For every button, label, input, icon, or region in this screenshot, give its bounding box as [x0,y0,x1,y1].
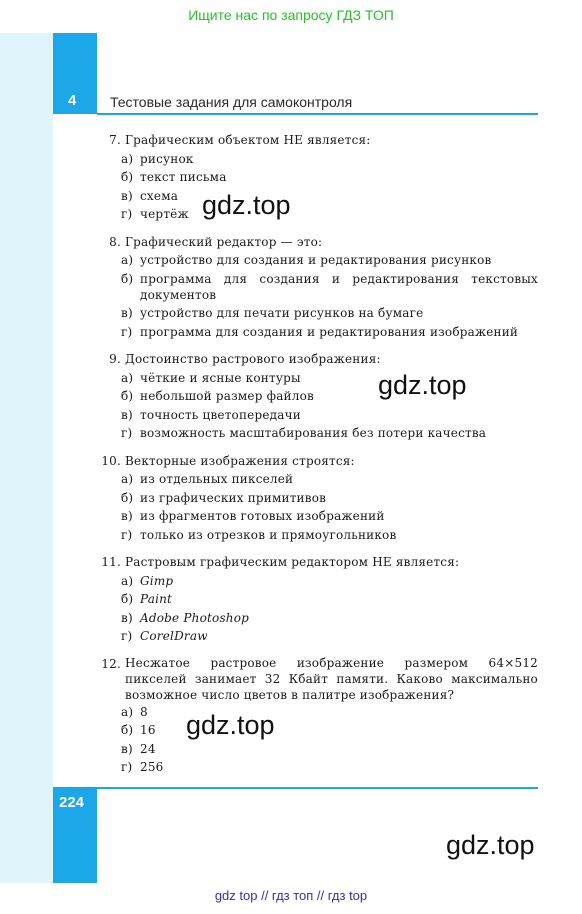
left-margin-strip [0,33,53,883]
question-12 [95,655,538,777]
footer-divider [97,787,538,789]
option-letter: в) [121,741,133,756]
option-text: устройство для печати рисунков на бумаге [140,306,424,320]
question-7 [95,131,538,224]
top-banner: Ищите нас по запросу ГДЗ ТОП [188,7,394,23]
option-d [95,424,538,443]
option-text: рисунок [140,151,194,166]
option-letter: а) [121,151,134,166]
option-letter: а) [121,704,134,719]
question-number: 11. [101,555,121,569]
watermark: gdz.top [186,710,275,740]
question-number: 7. [109,133,121,147]
option-text: Gimp [140,573,174,588]
option-letter: б) [121,592,134,606]
option-letter: г) [121,760,133,774]
option-d [95,627,538,646]
option-c [95,740,538,759]
option-b [95,489,538,508]
watermark: gdz.top [446,830,535,860]
option-text: только из отрезков и прямоугольников [140,527,397,542]
option-a [95,572,538,591]
option-a [95,150,538,169]
watermark: gdz.top [202,190,291,220]
option-letter: а) [121,573,134,588]
option-text: программа для создания и редактирования изображений [140,324,519,339]
question-10 [95,452,538,545]
option-text: из фрагментов готовых изображений [140,509,385,523]
page-number: 224 [59,794,85,811]
option-b [95,721,538,740]
option-letter: б) [121,723,134,737]
option-c [95,406,538,425]
option-d [95,758,538,777]
question-text: Векторные изображения строятся: [125,453,355,468]
option-letter: в) [121,188,133,203]
option-b [95,270,538,305]
option-text: 16 [140,723,156,737]
option-letter: г) [121,426,133,440]
option-letter: г) [121,324,133,339]
option-c [95,304,538,323]
option-c [95,507,538,526]
option-letter: г) [121,527,133,542]
option-text: небольшой размер файлов [140,389,314,403]
watermark: gdz.top [378,370,467,400]
question-text: Графическим объектом НЕ является: [125,133,371,147]
questions-list [95,131,538,786]
option-text: Adobe Photoshop [140,610,250,625]
option-letter: б) [121,170,134,184]
option-text: чёткие и ясные контуры [140,370,301,385]
question-text: Несжатое растровое изображение размером 64×512 пикселей занимает 32 Кбайт памяти. Каково максимально возможное число цветов в палитре изображения? [125,655,538,702]
header-divider [97,113,538,115]
option-b [95,590,538,609]
option-b [95,387,538,406]
option-b [95,168,538,187]
question-number: 8. [109,234,121,249]
question-text: Достоинство растрового изображения: [125,352,381,366]
option-letter: б) [121,389,134,403]
question-number: 10. [101,453,121,468]
option-text: из графических примитивов [140,490,327,505]
option-d [95,205,538,224]
option-d [95,526,538,545]
bottom-banner: gdz top // гдз топ // гдз top [214,888,368,903]
option-letter: в) [121,407,133,422]
option-text: программа для создания и редактирования текстовых документов [140,271,538,302]
option-letter: г) [121,629,133,643]
option-text: чертёж [140,207,189,221]
option-d [95,323,538,342]
option-text: текст письма [140,170,227,184]
option-letter: в) [121,306,133,320]
question-text: Графический редактор — это: [125,234,323,249]
option-letter: б) [121,271,134,286]
option-text: точность цветопередачи [140,407,301,422]
question-11 [95,553,538,646]
option-text: схема [140,188,179,203]
question-number: 12. [101,656,121,671]
option-text: 256 [140,760,164,774]
option-text: CorelDraw [140,629,208,643]
option-letter: в) [121,509,133,523]
question-8 [95,233,538,342]
option-c [95,609,538,628]
option-letter: б) [121,490,134,505]
option-text: 8 [140,704,148,719]
option-letter: а) [121,472,134,486]
option-c [95,187,538,206]
option-letter: а) [121,253,134,267]
option-text: 24 [140,741,156,756]
question-text: Растровым графическим редактором НЕ является: [125,555,460,569]
option-a [95,369,538,388]
option-text: из отдельных пикселей [140,472,294,486]
option-letter: г) [121,207,133,221]
option-a [95,251,538,270]
question-number: 9. [109,352,121,366]
option-text: Paint [140,592,173,606]
section-title: Тестовые задания для самоконтроля [110,94,353,110]
question-9 [95,350,538,443]
option-text: возможность масштабирования без потери качества [140,426,487,440]
chapter-number: 4 [68,92,77,109]
option-text: устройство для создания и редактирования рисунков [140,253,492,267]
option-a [95,703,538,722]
option-letter: а) [121,370,134,385]
option-letter: в) [121,610,133,625]
option-a [95,470,538,489]
